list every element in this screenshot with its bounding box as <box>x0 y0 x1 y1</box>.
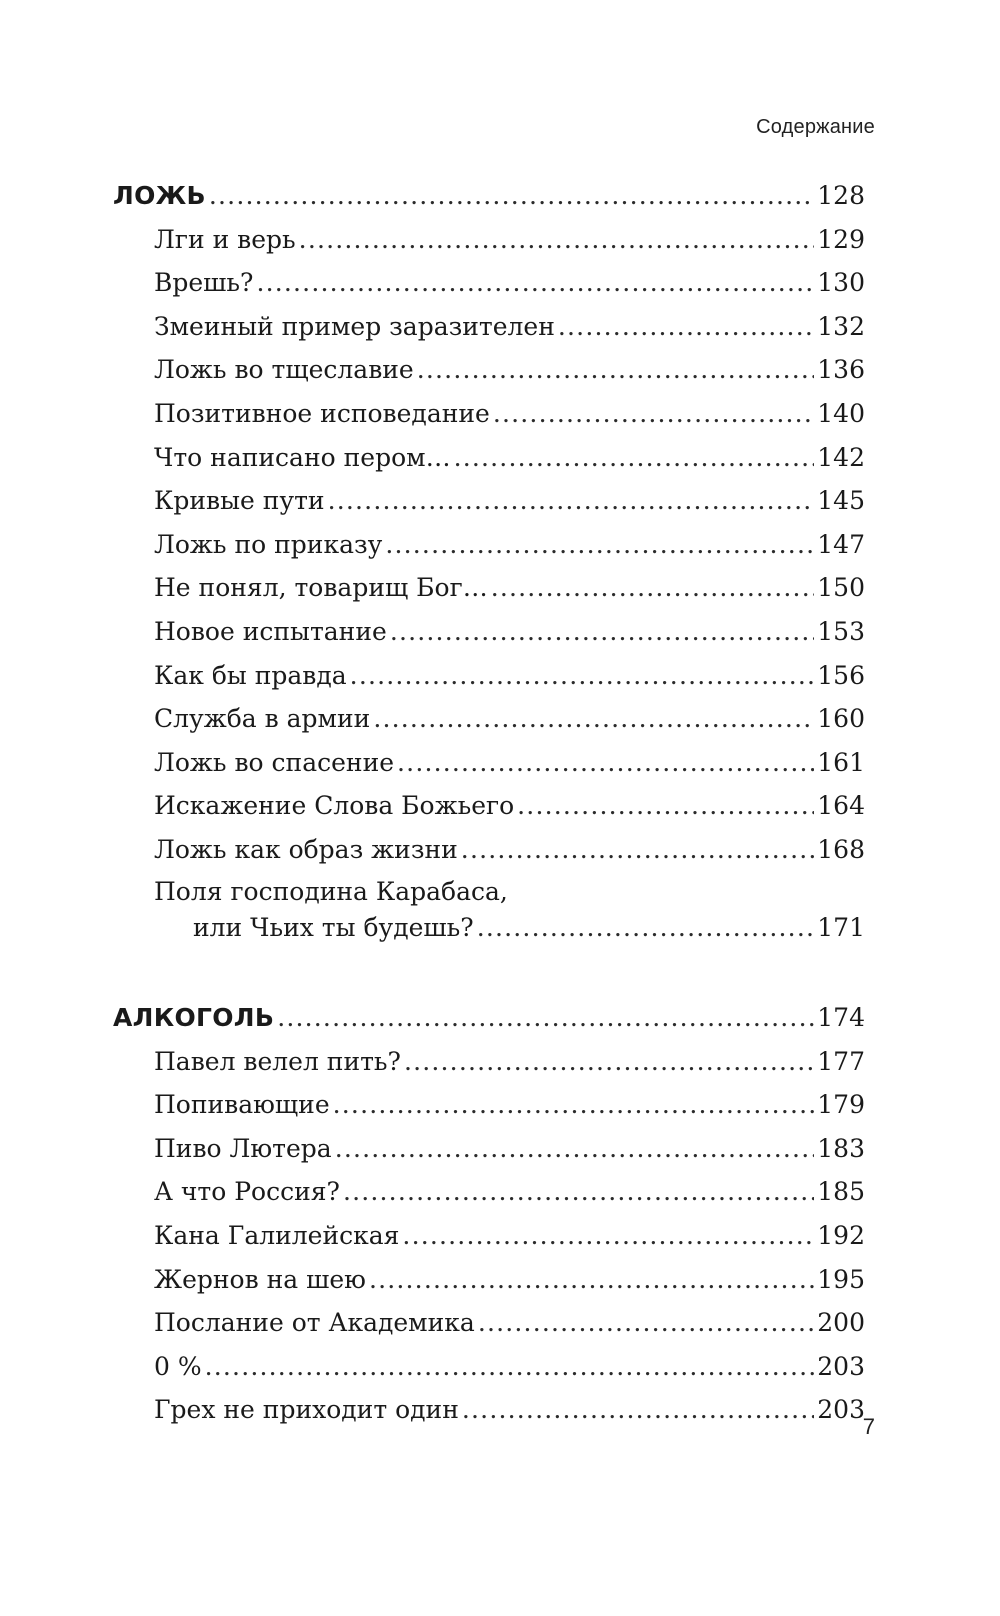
toc-entry[interactable] <box>113 1083 865 1127</box>
entry-title: Не понял, товарищ Бог… <box>154 573 488 603</box>
leader-dots <box>517 784 814 828</box>
toc-entry[interactable] <box>113 261 865 305</box>
leader-dots <box>417 348 815 392</box>
toc-entry[interactable] <box>113 610 865 654</box>
leader-dots <box>397 741 814 785</box>
page-number: 185 <box>817 1177 865 1207</box>
entry-title: Пиво Лютера <box>154 1133 332 1163</box>
leader-dots <box>369 1258 814 1302</box>
entry-title: Змеиный пример заразителен <box>154 311 555 341</box>
leader-dots <box>335 1127 815 1171</box>
entry-title: Ложь во спасение <box>154 747 395 777</box>
page-number: 132 <box>817 311 865 341</box>
entry-title: 0 % <box>154 1351 202 1381</box>
leader-dots <box>350 654 815 698</box>
entry-title: Павел велел пить? <box>154 1046 401 1076</box>
toc-chapter-heading[interactable] <box>113 996 865 1040</box>
page-number: 200 <box>817 1308 865 1338</box>
leader-dots <box>343 1170 814 1214</box>
leader-dots <box>205 1345 815 1389</box>
page-number: 174 <box>817 1003 865 1032</box>
entry-title: А что Россия? <box>154 1177 340 1207</box>
leader-dots <box>385 523 814 567</box>
toc-entry[interactable] <box>113 697 865 741</box>
page-number: 147 <box>817 529 865 559</box>
leader-dots <box>477 910 815 946</box>
entry-title: Ложь по приказу <box>154 529 383 559</box>
toc-entry[interactable] <box>113 1214 865 1258</box>
page-number: 179 <box>817 1090 865 1120</box>
page-number: 128 <box>817 181 865 210</box>
toc-entry[interactable] <box>113 566 865 610</box>
entry-title: Жернов на шею <box>154 1264 366 1294</box>
page-folio: 7 <box>862 1414 875 1439</box>
entry-title-line1: Поля господина Карабаса, <box>154 876 508 906</box>
leader-dots <box>333 1083 815 1127</box>
leader-dots <box>373 697 814 741</box>
entry-title: Новое испытание <box>154 616 387 646</box>
toc-section-alcohol <box>113 996 865 1432</box>
chapter-title: АЛКОГОЛЬ <box>113 1003 275 1032</box>
page-number: 161 <box>817 747 865 777</box>
leader-dots <box>402 1214 814 1258</box>
entry-title: Врешь? <box>154 268 254 298</box>
toc-entry[interactable] <box>113 1127 865 1171</box>
toc-entry[interactable] <box>113 828 865 872</box>
running-head: Содержание <box>756 116 875 138</box>
entry-title: Кривые пути <box>154 486 325 516</box>
entry-title: Ложь как образ жизни <box>154 834 458 864</box>
page-number: 156 <box>817 660 865 690</box>
entry-title: Ложь во тщеславие <box>154 355 414 385</box>
entry-title: Позитивное исповедание <box>154 398 490 428</box>
leader-dots <box>299 218 815 262</box>
page-number: 142 <box>817 442 865 472</box>
page-number: 203 <box>817 1395 865 1425</box>
toc-entry[interactable] <box>113 654 865 698</box>
toc-entry[interactable] <box>113 348 865 392</box>
leader-dots <box>462 1388 814 1432</box>
page-number: 203 <box>817 1351 865 1381</box>
toc-section-lie <box>113 174 865 946</box>
page-number: 136 <box>817 355 865 385</box>
entry-title: Что написано пером… <box>154 442 451 472</box>
toc-entry[interactable] <box>113 1040 865 1084</box>
page-number: 145 <box>817 486 865 516</box>
leader-dots <box>558 305 814 349</box>
leader-dots <box>209 174 814 218</box>
toc-entry[interactable] <box>113 392 865 436</box>
leader-dots <box>328 479 815 523</box>
entry-title: Как бы правда <box>154 660 347 690</box>
leader-dots <box>404 1040 814 1084</box>
leader-dots <box>478 1301 814 1345</box>
entry-title: Лги и верь <box>154 224 296 254</box>
entry-title: Грех не приходит один <box>154 1395 459 1425</box>
leader-dots <box>493 392 814 436</box>
toc-chapter-heading[interactable] <box>113 174 865 218</box>
chapter-title: ЛОЖЬ <box>113 181 206 210</box>
entry-title: Попивающие <box>154 1090 330 1120</box>
toc-entry[interactable] <box>113 1388 865 1432</box>
toc-entry[interactable] <box>113 1258 865 1302</box>
entry-title: Служба в армии <box>154 704 371 734</box>
toc-entry[interactable] <box>113 1170 865 1214</box>
page-number: 171 <box>817 912 865 942</box>
toc-entry[interactable] <box>113 1301 865 1345</box>
page-number: 153 <box>817 616 865 646</box>
page-number: 192 <box>817 1220 865 1250</box>
toc-entry[interactable] <box>113 436 865 480</box>
page-number: 140 <box>817 398 865 428</box>
page-number: 195 <box>817 1264 865 1294</box>
toc-entry[interactable] <box>113 218 865 262</box>
entry-title: Кана Галилейская <box>154 1220 400 1250</box>
page-number: 130 <box>817 268 865 298</box>
toc-entry[interactable] <box>113 523 865 567</box>
toc-entry-multiline[interactable] <box>113 874 865 910</box>
entry-title-line2: или Чьих ты будешь? <box>193 912 474 942</box>
toc-entry[interactable] <box>113 1345 865 1389</box>
page-number: 168 <box>817 834 865 864</box>
leader-dots <box>461 828 814 872</box>
page-number: 150 <box>817 573 865 603</box>
leader-dots <box>256 261 814 305</box>
toc-entry-continuation[interactable] <box>113 910 865 946</box>
page-number: 160 <box>817 704 865 734</box>
leader-dots <box>277 996 814 1040</box>
page-number: 129 <box>817 224 865 254</box>
entry-title: Послание от Академика <box>154 1308 475 1338</box>
page-number: 177 <box>817 1046 865 1076</box>
leader-dots <box>454 436 815 480</box>
entry-title: Искажение Слова Божьего <box>154 791 515 821</box>
page-number: 183 <box>817 1133 865 1163</box>
toc-entry[interactable] <box>113 305 865 349</box>
toc-entry[interactable] <box>113 741 865 785</box>
leader-dots <box>390 610 814 654</box>
page-number: 164 <box>817 791 865 821</box>
toc-entry[interactable] <box>113 479 865 523</box>
toc-entry[interactable] <box>113 784 865 828</box>
leader-dots <box>491 566 815 610</box>
